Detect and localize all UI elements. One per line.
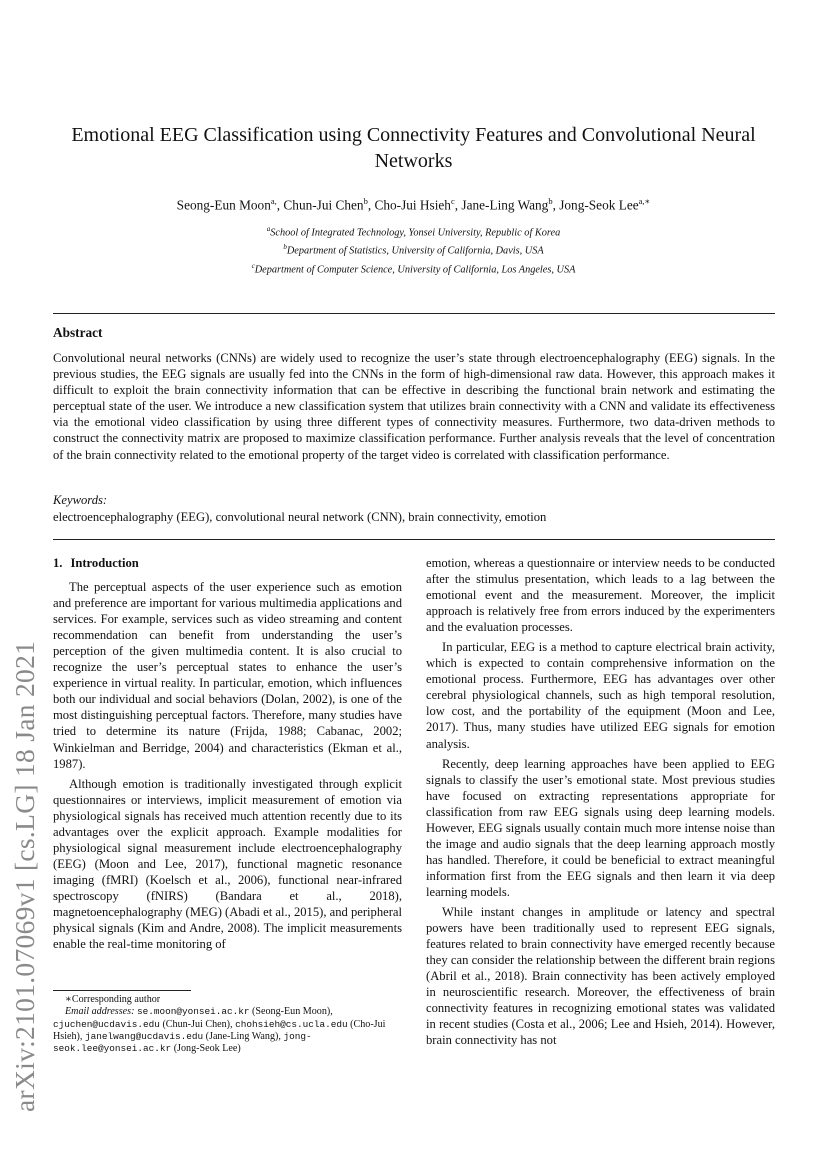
author: Seong-Eun Moon — [176, 197, 271, 213]
email-note — [53, 1006, 402, 1055]
affiliation-list — [60, 222, 767, 277]
corresponding-note: ∗Corresponding author — [65, 994, 161, 1005]
abstract-text: Convolutional neural networks (CNNs) are widely used to recognize the user’s state through electroencephalography (EEG) signals. In the previous studies, the EEG signals are usually fed into the CNNs in the form of high-dimensional raw data. However, this approach makes it difficult to exploit the brain connectivity information that can be effective in describing the functional brain network and estimating the perceptual state of the user. We introduce a new classification system that utilizes brain connectivity with a CNN and validate its effectiveness via the emotional video classification by using three different types of connectivity measures. Furthermore, two data-driven methods to construct the connectivity matrix are proposed to maximize classification performance. Further analysis reveals that the level of concentration of the brain connectivity related to the emotional property of the target video is correlated with classification performance. — [53, 351, 775, 462]
section-heading — [53, 555, 402, 571]
left-column — [53, 555, 402, 956]
abstract-heading: Abstract — [53, 325, 103, 340]
email-label: Email addresses: — [65, 1006, 135, 1018]
affiliation — [60, 240, 767, 258]
right-column — [426, 555, 775, 1052]
body-paragraph: Although emotion is traditionally investigated through explicit questionnaires or interviews, implicit measurement of emotion via physiological signals has received much attention recently due to its advantages over the explicit approach. Example modalities for physiological signal measurement include electroencephalography (EEG) (Moon and Lee, 2017), functional magnetic resonance imaging (fMRI) (Koelsch et al., 2006), functional near-infrared spectroscopy (fNIRS) (Bandara et al., 2018), magnetoencephalography (MEG) (Abadi et al., 2015), and peripheral physical signals (Kim and Andre, 2008). The implicit measurements enable the real-time monitoring of — [53, 776, 402, 952]
author: Jane-Ling Wang — [461, 197, 549, 213]
email-owner: (Cho-Jui Hsieh), — [53, 1018, 386, 1042]
body-paragraph: The perceptual aspects of the user experience such as emotion and preference are important for various multimedia applications and services. For example, services such as video streaming and content recommendation can benefit from understanding the user’s perception of the given multimedia content. It is also crucial to recognize the user’s perceptual states to enhance the user’s experience in virtual reality. In particular, emotion, which influences both our individual and social behaviors (Dolan, 2002), is one of the most distinguishing perceptual factors. Therefore, many studies have tried to determine its nature (Frijda, 1988; Cabanac, 2002; Winkielman and Berridge, 2004) and characteristics (Ekman et al., 1987). — [53, 580, 402, 771]
author-list: Seong-Eun Moon$^{a,}$, Chun-Jui Chen$^b$, Cho-Jui Hsieh$^c$, Jane-Ling Wang$^b$, Jong-Seok Lee$^{a,∗}$ — [176, 196, 651, 213]
email-owner: (Chun-Jui Chen), — [162, 1018, 233, 1030]
paper-title: Emotional EEG Classification using Connectivity Features and Convolutional Neural Networks — [71, 124, 756, 172]
author-mark: b — [363, 196, 368, 206]
email-owner: (Jong-Seok Lee) — [173, 1043, 241, 1055]
keywords-heading: Keywords: — [53, 493, 108, 507]
email-link[interactable]: jong-seok.lee@yonsei.ac.kr — [53, 1030, 312, 1055]
email-link[interactable]: janelwang@ucdavis.edu — [84, 1030, 204, 1042]
body-paragraph: Recently, deep learning approaches have been applied to EEG signals to classify the user’s emotional state. Most previous studies have focused on extracting representations appropriate for classification from raw EEG signals using deep learning models. However, EEG signals usually contain much more intense noise than the image and audio signals that the deep learning approach mostly has handled. Therefore, it could be beneficial to extract meaningful information first from the EEG signals and then learn it via deep learning models. — [426, 756, 775, 899]
author-mark: b — [548, 196, 553, 206]
keywords-text: electroencephalography (EEG), convolutional neural network (CNN), brain connectivity, emotion — [53, 510, 547, 524]
section-title: Introduction — [70, 556, 139, 570]
author: Chun-Jui Chen — [283, 197, 364, 213]
affiliation-text: School of Integrated Technology, Yonsei University, Republic of Korea — [270, 227, 561, 239]
email-owner: (Seong-Eun Moon), — [252, 1006, 333, 1018]
email-link[interactable]: cjuchen@ucdavis.edu — [53, 1018, 160, 1030]
affiliation-mark: c — [251, 261, 255, 270]
affiliation-mark: b — [283, 243, 287, 252]
body-paragraph: In particular, EEG is a method to capture electrical brain activity, which is expected to contain comprehensive information on the emotional process. Furthermore, EEG has advantages over other cerebral physiological channels, such as high temporal resolution, low cost, and the portability of the equipment (Moon and Lee, 2017). Thus, many studies have utilized EEG signals for emotion analysis. — [426, 640, 775, 751]
footnotes — [53, 994, 402, 1055]
abstract-top-rule — [53, 313, 775, 314]
affiliation — [60, 259, 767, 277]
author-mark: a,∗ — [638, 196, 651, 206]
body-paragraph: emotion, whereas a questionnaire or interview needs to be conducted after the stimulus presentation, which leads to a lag between the emotional event and the measurement. Moreover, the implicit approach is relatively free from errors induced by the experimenters and the evaluation processes. — [426, 556, 775, 635]
email-link[interactable]: se.moon@yonsei.ac.kr — [136, 1006, 250, 1018]
author: Cho-Jui Hsieh — [374, 197, 451, 213]
abstract-body — [53, 350, 775, 463]
section-number: 1. — [53, 556, 63, 570]
affiliation — [60, 222, 767, 240]
affiliation-text: Department of Statistics, University of California, Davis, USA — [286, 245, 544, 257]
email-owner: (Jane-Ling Wang), — [205, 1030, 281, 1042]
affiliation-mark: a — [266, 225, 271, 233]
affiliation-text: Department of Computer Science, University of California, Los Angeles, USA — [254, 264, 576, 276]
arxiv-stamp: arXiv:2101.07069v1 [cs.LG] 18 Jan 2021 — [9, 640, 40, 1112]
email-link[interactable]: chohsieh@cs.ucla.edu — [235, 1018, 348, 1030]
footnote-rule — [53, 990, 191, 991]
body-paragraph: While instant changes in amplitude or latency and spectral powers have been traditionally used to represent EEG signals, features related to brain connectivity have emerged recently because they can consider the relationship between the different brain regions (Abril et al., 2018). Brain connectivity has been actively employed in neuroscientific research. Moreover, the effectiveness of brain connectivity features in recognizing emotional states was validated in recent studies (Costa et al., 2006; Lee and Hsieh, 2014). However, brain connectivity has not — [426, 904, 775, 1048]
abstract-bottom-rule — [53, 539, 775, 540]
author-mark: a, — [270, 196, 277, 206]
author: Jong-Seok Lee — [559, 197, 639, 213]
author-mark: c — [450, 196, 455, 206]
